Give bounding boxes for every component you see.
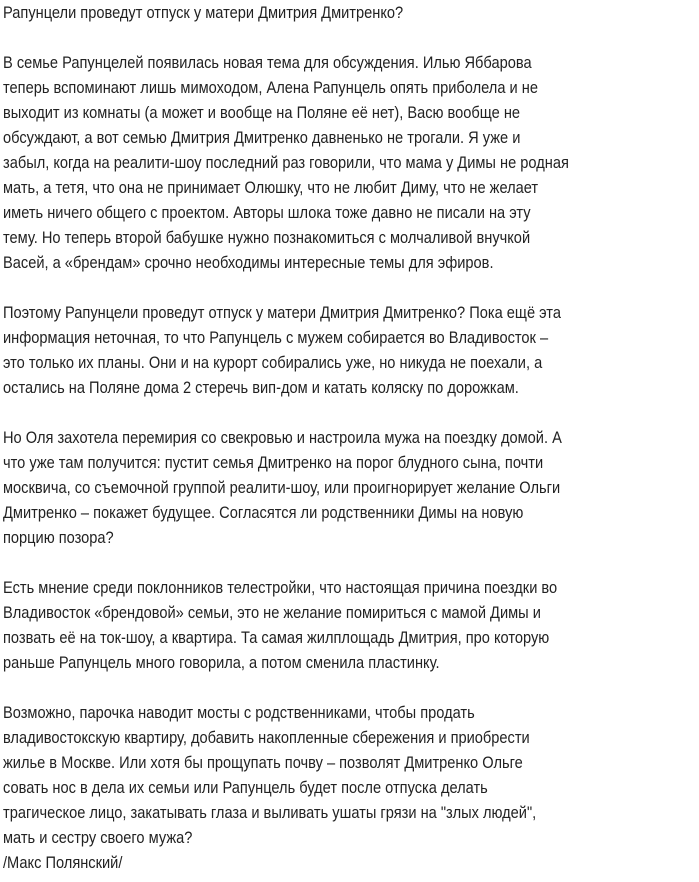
paragraph-4 [3,575,693,675]
text-line: иметь ничего общего с проектом. Авторы шлока тоже давно не писали на эту [3,203,531,222]
text-line: Поэтому Рапунцели проведут отпуск у матери Дмитрия Дмитренко? Пока ещё эта [3,303,561,322]
text-line: остались на Поляне дома 2 стеречь вип-дом и катать коляску по дорожкам. [3,378,519,397]
text-line: Но Оля захотела перемирия со свекровью и настроила мужа на поездку домой. А [3,428,562,447]
author-signature: /Макс Полянский/ [3,853,123,872]
text-line: мать, а тетя, что она не принимает Олюшку, что не любит Диму, что не желает [3,178,539,197]
text-line: выходит из комнаты (а может и вообще на Поляне её нет), Васю вообще не [3,103,521,122]
text-line: что уже там получится: пустит семья Дмитренко на порог блудного сына, почти [3,453,544,472]
text-line: позвать её на ток-шоу, а квартира. Та самая жилплощадь Дмитрия, про которую [3,628,550,647]
text-line: владивостокскую квартиру, добавить накопленные сбережения и приобрести [3,728,530,747]
text-line: москвича, со съемочной группой реалити-шоу, или проигнорирует желание Ольги [3,478,561,497]
spacer [3,550,693,575]
paragraph-1 [3,50,693,275]
text-line: Владивосток «брендовой» семьи, это не желание помириться с мамой Димы и [3,603,541,622]
text-line: тему. Но теперь второй бабушке нужно познакомиться с молчаливой внучкой [3,228,531,247]
spacer [3,400,693,425]
text-line: раньше Рапунцель много говорила, а потом сменила пластинку. [3,653,440,672]
paragraph-3 [3,425,693,550]
text-line: Дмитренко – покажет будущее. Согласятся ли родственники Димы на новую [3,503,524,522]
text-line: трагическое лицо, закатывать глаза и выливать ушаты грязи на "злых людей", [3,803,537,822]
text-line: совать нос в дела их семьи или Рапунцель будет после отпуска делать [3,778,488,797]
paragraph-2 [3,300,693,400]
text-line: теперь вспоминают лишь мимоходом, Алена Рапунцель опять приболела и не [3,78,538,97]
spacer [3,25,693,50]
text-line: Есть мнение среди поклонников телестройки, что настоящая причина поездки во [3,578,558,597]
spacer [3,275,693,300]
paragraph-5 [3,700,693,875]
text-line: мать и сестру своего мужа? [3,828,193,847]
article-title: Рапунцели проведут отпуск у матери Дмитрия Дмитренко? [3,3,404,22]
text-line: обсуждают, а вот семью Дмитрия Дмитренко давненько не трогали. Я уже и [3,128,521,147]
text-line: Васей, а «брендам» срочно необходимы интересные темы для эфиров. [3,253,494,272]
text-line: информация неточная, то что Рапунцель с мужем собирается во Владивосток – [3,328,549,347]
text-line: порцию позора? [3,528,114,547]
text-line: это только их планы. Они и на курорт собирались уже, но никуда не поехали, а [3,353,543,372]
spacer [3,675,693,700]
text-line: забыл, когда на реалити-шоу последний раз говорили, что мама у Димы не родная [3,153,569,172]
text-line: жилье в Москве. Или хотя бы прощупать почву – позволят Дмитренко Ольге [3,753,523,772]
text-line: В семье Рапунцелей появилась новая тема для обсуждения. Илью Яббарова [3,53,532,72]
text-line: Возможно, парочка наводит мосты с родственниками, чтобы продать [3,703,475,722]
article [3,0,693,875]
